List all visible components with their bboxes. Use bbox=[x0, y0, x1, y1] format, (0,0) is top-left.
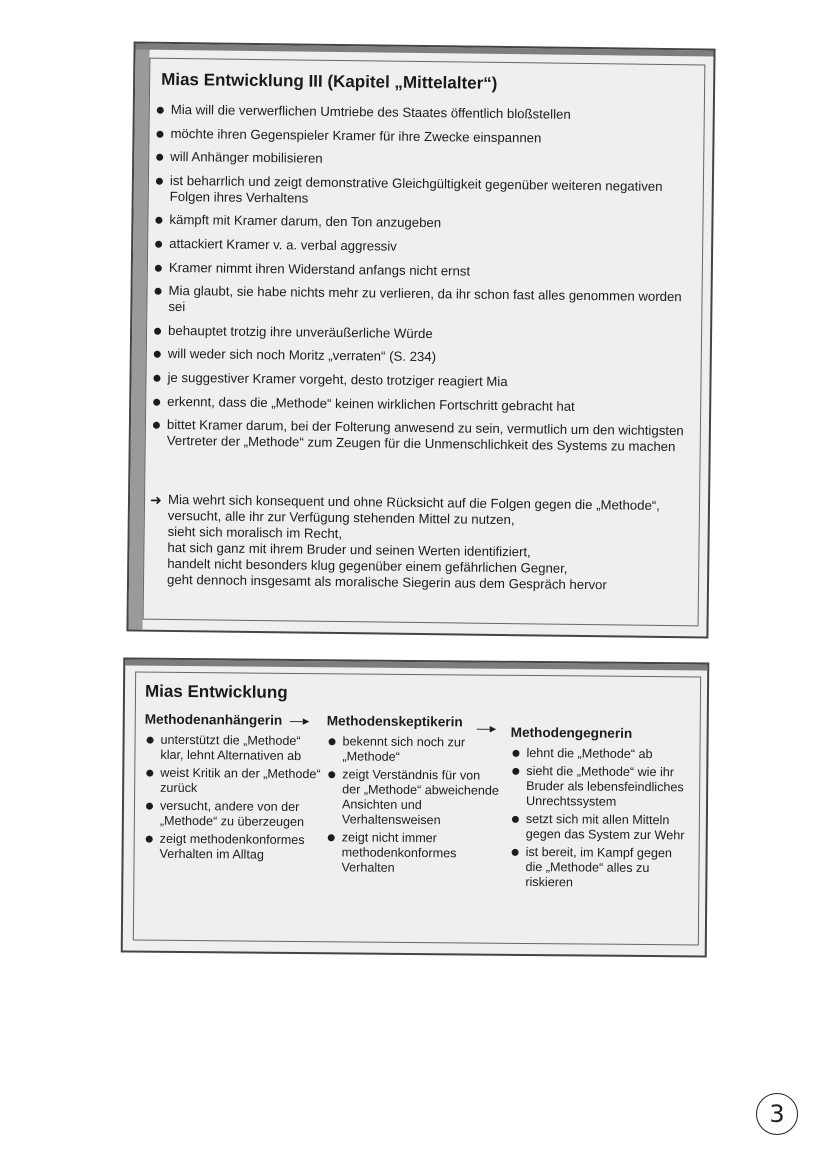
box-title: Mias Entwicklung III (Kapitel „Mittelalter“) bbox=[161, 69, 498, 93]
list-item: will weder sich noch Moritz „verraten“ (S. 234) bbox=[152, 346, 692, 369]
list-item: je suggestiver Kramer vorgeht, desto trotziger reagiert Mia bbox=[151, 370, 691, 393]
column-methodengegnerin bbox=[509, 725, 690, 895]
bullet-icon bbox=[156, 130, 163, 137]
bullet-icon bbox=[154, 327, 161, 334]
list-item: bittet Kramer darum, bei der Folterung anwesend zu sein, vermutlich um den wichtigsten Vertreter der „Methode“ zum Zeugen für die Unmenschlichkeit des Systems zu machen bbox=[151, 417, 691, 456]
bullet-icon bbox=[147, 737, 154, 744]
bullet-icon bbox=[157, 107, 164, 114]
list-item: lehnt die „Methode“ ab bbox=[510, 746, 690, 763]
list-item: erkennt, dass die „Methode“ keinen wirklichen Fortschritt gebracht hat bbox=[151, 393, 691, 416]
box-shadow-top bbox=[125, 659, 707, 670]
bullet-icon bbox=[512, 849, 519, 856]
list-item: will Anhänger mobilisieren bbox=[154, 149, 694, 172]
conclusion bbox=[149, 492, 695, 595]
list-item: Mia glaubt, sie habe nichts mehr zu verlieren, da ihr schon fast alles genommen worden sei bbox=[152, 283, 692, 322]
conclusion-line: sieht sich moralisch im Recht, bbox=[167, 523, 343, 542]
bullet-icon bbox=[155, 264, 162, 271]
bullet-icon bbox=[153, 422, 160, 429]
bullet-icon bbox=[155, 241, 162, 248]
list-item: Kramer nimmt ihren Widerstand anfangs nicht ernst bbox=[153, 259, 693, 282]
bullet-icon bbox=[156, 154, 163, 161]
bullet-icon bbox=[328, 771, 335, 778]
list-item: zeigt methodenkonformes Verhalten im Alltag bbox=[144, 832, 324, 864]
bullet-icon bbox=[154, 351, 161, 358]
list-item: zeigt nicht immer methodenkonformes Verhalten bbox=[325, 830, 500, 877]
bullet-icon bbox=[328, 834, 335, 841]
column-methodenskeptikerin bbox=[325, 713, 501, 880]
list-item: zeigt Verständnis für von der „Methode“ abweichende Ansichten und Verhaltensweisen bbox=[326, 767, 502, 829]
list-item: bekennt sich noch zur „Methode“ bbox=[326, 734, 501, 766]
list-item: behauptet trotzig ihre unveräußerliche Würde bbox=[152, 322, 692, 345]
column-list bbox=[144, 733, 325, 864]
box-title: Mias Entwicklung bbox=[144, 681, 288, 702]
list-item: unterstützt die „Methode“ klar, lehnt Alternativen ab bbox=[144, 733, 324, 765]
list-item: sieht die „Methode“ wie ihr Bruder als lebensfeindliches Unrechtssystem bbox=[510, 764, 690, 811]
list-item: attackiert Kramer v. a. verbal aggressiv bbox=[153, 236, 693, 259]
list-item: möchte ihren Gegenspieler Kramer für ihre Zwecke einspannen bbox=[154, 125, 694, 148]
bullet-icon bbox=[329, 738, 336, 745]
list-item: weist Kritik an der „Methode“ zurück bbox=[144, 766, 324, 798]
conclusion-line: versucht, alle ihr zur Verfügung stehenden Mittel zu nutzen, bbox=[167, 507, 515, 528]
bullet-icon bbox=[155, 217, 162, 224]
conclusion-line: Mia wehrt sich konsequent und ohne Rücksicht auf die Folgen gegen die „Methode“, bbox=[167, 491, 660, 513]
bullet-icon bbox=[153, 398, 160, 405]
bullet-icon bbox=[153, 375, 160, 382]
bullet-icon bbox=[512, 750, 519, 757]
bullet-icon bbox=[155, 288, 162, 295]
conclusion-line: handelt nicht besonders klug gegenüber einem gefährlichen Gegner, bbox=[167, 555, 568, 576]
list-item: ist beharrlich und zeigt demonstrative Gleichgültigkeit gegenüber weiteren negativen Folgen ihres Verhaltens bbox=[154, 173, 694, 212]
column-heading: Methodenskeptikerin bbox=[326, 713, 463, 730]
conclusion-line: hat sich ganz mit ihrem Bruder und seinen Werten identifiziert, bbox=[167, 539, 531, 560]
conclusion-line: geht dennoch insgesamt als moralische Siegerin aus dem Gespräch hervor bbox=[166, 571, 607, 593]
column-heading: Methodengegnerin bbox=[510, 724, 633, 741]
bullet-icon bbox=[512, 816, 519, 823]
column-heading: Methodenanhängerin bbox=[144, 711, 283, 728]
development-box-overview bbox=[121, 657, 710, 957]
list-item: Mia will die verwerflichen Umtriebe des Staates öffentlich bloßstellen bbox=[155, 102, 695, 125]
box-shadow-top bbox=[136, 43, 714, 56]
development-box-medieval bbox=[126, 41, 715, 638]
column-list bbox=[325, 734, 501, 877]
bullet-icon bbox=[146, 836, 153, 843]
list-item: versucht, andere von der „Methode“ zu überzeugen bbox=[144, 799, 324, 831]
list-item: setzt sich mit allen Mitteln gegen das System zur Wehr bbox=[510, 812, 690, 844]
bullet-icon bbox=[156, 178, 163, 185]
conclusion-lines bbox=[149, 492, 695, 595]
bullet-list bbox=[151, 102, 695, 463]
arrow-right-icon: —▸ bbox=[289, 712, 310, 729]
arrow-right-icon: —▸ bbox=[476, 720, 497, 736]
arrow-right-icon: ➜ bbox=[149, 491, 162, 508]
list-item: kämpft mit Kramer darum, den Ton anzugeben bbox=[153, 212, 693, 235]
list-item: ist bereit, im Kampf gegen die „Methode“ alles zu riskieren bbox=[509, 845, 689, 892]
column-methodenanhaengerin bbox=[143, 712, 324, 867]
column-list bbox=[509, 746, 690, 892]
bullet-icon bbox=[146, 803, 153, 810]
page-number: 3 bbox=[756, 1093, 798, 1135]
bullet-icon bbox=[512, 768, 519, 775]
bullet-icon bbox=[146, 770, 153, 777]
